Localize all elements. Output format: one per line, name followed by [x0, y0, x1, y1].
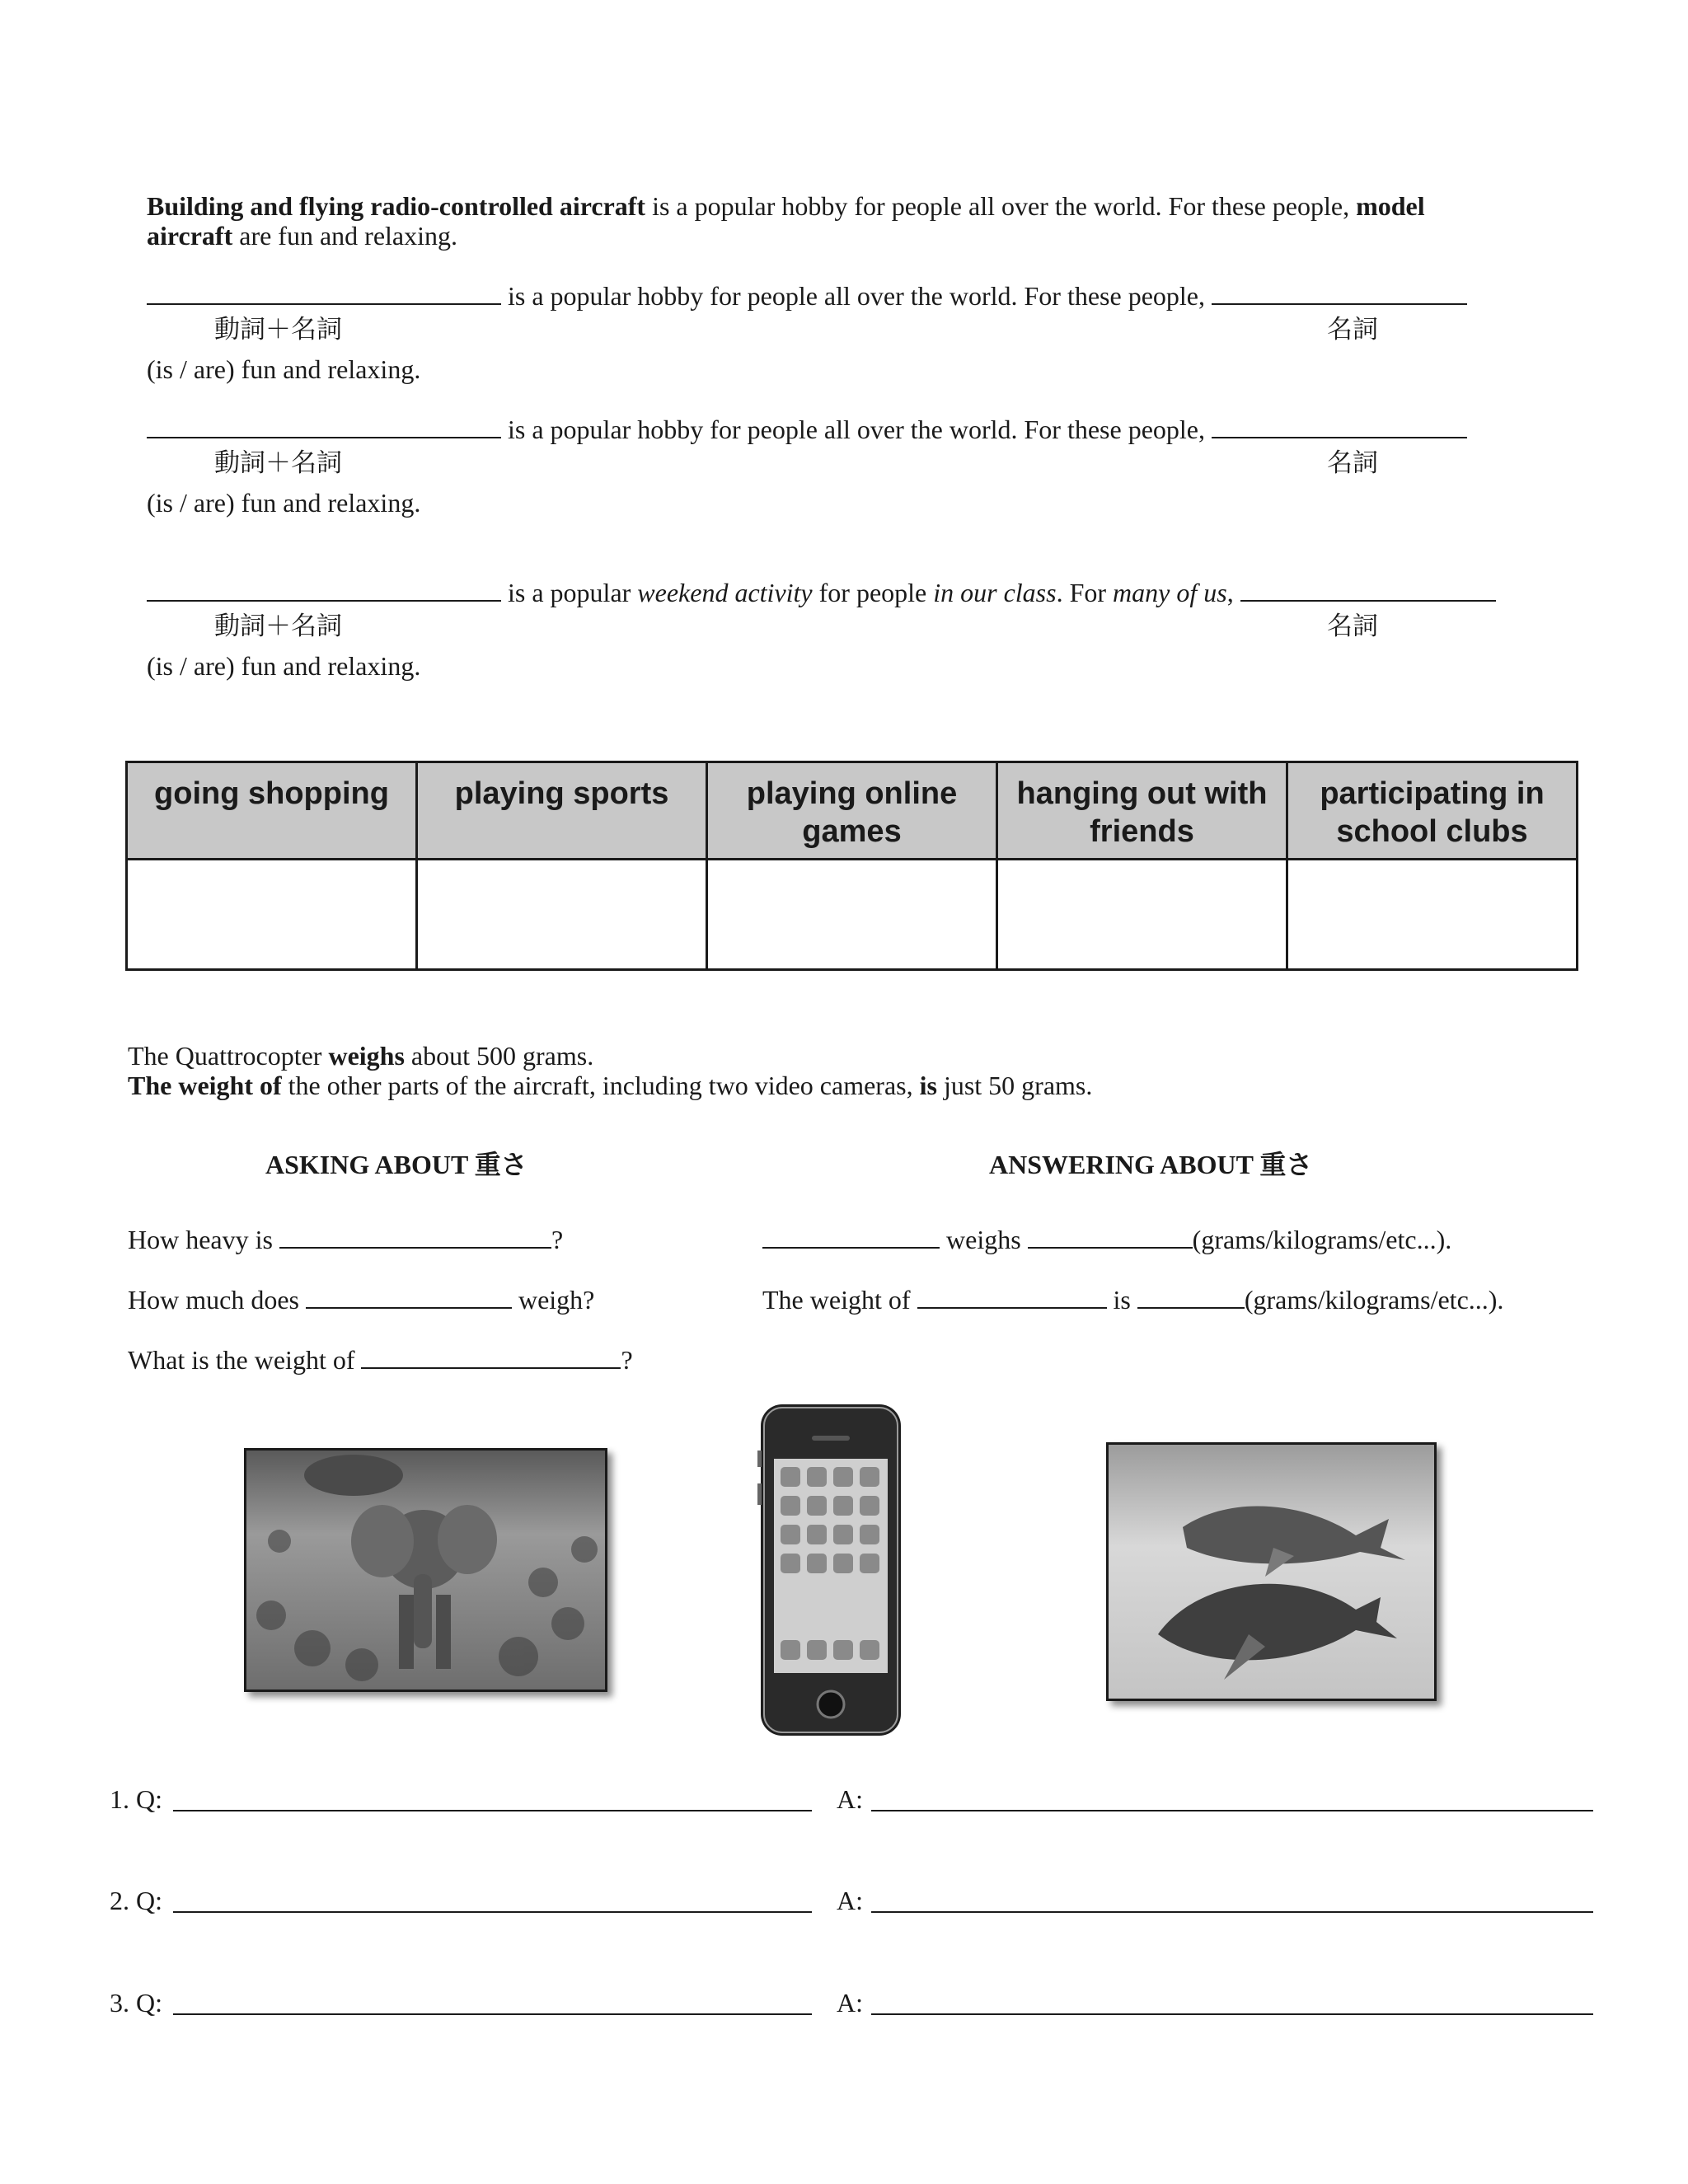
answer-cell[interactable]: [1287, 860, 1578, 970]
asking-q2-end: weigh?: [511, 1285, 595, 1315]
intro-bold-2: model: [1356, 191, 1425, 221]
activity-cell: going shopping: [127, 762, 417, 860]
blank-noun-1[interactable]: [1212, 280, 1467, 305]
activity-cell: hanging out with friends: [997, 762, 1287, 860]
answer-cell[interactable]: [707, 860, 997, 970]
weight-s2-a: The weight of: [128, 1071, 282, 1100]
answering-a2-text: The weight of: [762, 1285, 917, 1315]
blank-asking-3[interactable]: [361, 1344, 621, 1369]
asking-q3-end: ?: [621, 1345, 633, 1375]
answering-a1: [762, 1224, 1451, 1254]
asking-q1: [128, 1224, 563, 1254]
weight-sentence-2: [128, 1071, 1092, 1100]
weight-sentence-1: [128, 1041, 593, 1071]
answering-a2-mid: is: [1106, 1285, 1137, 1315]
pattern-3-italic-3: many of us: [1113, 578, 1227, 607]
blank-verb-noun-2[interactable]: [147, 414, 501, 438]
pattern-2-line: [147, 414, 1467, 444]
answering-a2: [762, 1284, 1503, 1315]
pattern-3-text-3: . For: [1056, 578, 1114, 607]
label-noun-1: 名詞: [1327, 315, 1378, 344]
label-verb-noun-3: 動詞＋名詞: [214, 612, 342, 641]
whale-icon: [1109, 1445, 1434, 1699]
pattern-1-mid: is a popular hobby for people all over the world. For these people,: [501, 281, 1212, 311]
intro-bold-3: aircraft: [147, 221, 233, 251]
smartphone-icon: [754, 1401, 907, 1739]
activity-cell: participating in school clubs: [1287, 762, 1578, 860]
answering-a2-end: (grams/kilograms/etc...).: [1244, 1285, 1504, 1315]
pattern-3-text-2: for people: [812, 578, 934, 607]
weight-s2-c: is: [919, 1071, 937, 1100]
activities-answer-row: [127, 860, 1578, 970]
pattern-1-line: [147, 280, 1467, 311]
activities-header-row: [127, 762, 1578, 860]
label-verb-noun-2: 動詞＋名詞: [214, 448, 342, 478]
qa-q2-line[interactable]: [173, 1911, 812, 1913]
weight-s1-a: The Quattrocopter: [128, 1041, 329, 1071]
blank-answer-2a[interactable]: [917, 1284, 1107, 1309]
asking-q3-text: What is the weight of: [128, 1345, 362, 1375]
intro-bold-1: Building and flying radio-controlled aircraft: [147, 191, 646, 221]
activities-table: [125, 761, 1578, 971]
pattern-3-line: [147, 577, 1496, 607]
intro-line-2: [147, 221, 457, 251]
asking-heading: ASKING ABOUT 重さ: [265, 1150, 528, 1179]
blank-noun-3[interactable]: [1240, 577, 1496, 602]
answering-a1-end: (grams/kilograms/etc...).: [1192, 1225, 1452, 1254]
blank-verb-noun-3[interactable]: [147, 577, 501, 602]
weight-s1-b: weighs: [328, 1041, 405, 1071]
pattern-3-end: (is / are) fun and relaxing.: [147, 651, 421, 681]
qa-q1-label: 1. Q:: [110, 1784, 162, 1814]
qa-a3-line[interactable]: [871, 2013, 1593, 2015]
pattern-3-text-4: ,: [1226, 578, 1240, 607]
elephant-photo: [244, 1448, 607, 1692]
intro-line-1: [147, 191, 1425, 221]
intro-text-2: are fun and relaxing.: [232, 221, 457, 251]
answering-heading: ANSWERING ABOUT 重さ: [989, 1150, 1313, 1179]
answer-cell[interactable]: [417, 860, 707, 970]
blank-verb-noun-1[interactable]: [147, 280, 501, 305]
pattern-2-mid: is a popular hobby for people all over the world. For these people,: [501, 415, 1212, 444]
qa-a2-line[interactable]: [871, 1911, 1593, 1913]
activity-cell: playing online games: [707, 762, 997, 860]
blank-noun-2[interactable]: [1212, 414, 1467, 438]
blank-answer-2b[interactable]: [1137, 1284, 1245, 1309]
blank-answer-1b[interactable]: [1028, 1224, 1193, 1249]
qa-q1-line[interactable]: [173, 1810, 812, 1811]
pattern-3-italic-1: weekend activity: [637, 578, 813, 607]
asking-q3: [128, 1344, 633, 1375]
intro-text-1: is a popular hobby for people all over the world. For these people,: [645, 191, 1357, 221]
pattern-1-end: (is / are) fun and relaxing.: [147, 354, 421, 384]
qa-a3-label: A:: [837, 1988, 863, 2018]
answer-cell[interactable]: [127, 860, 417, 970]
qa-q3-line[interactable]: [173, 2013, 812, 2015]
qa-q2-label: 2. Q:: [110, 1886, 162, 1915]
pattern-3-italic-2: in our class: [933, 578, 1057, 607]
smartphone-photo: [754, 1401, 907, 1739]
blank-answer-1a[interactable]: [762, 1224, 940, 1249]
qa-a2-label: A:: [837, 1886, 863, 1915]
whales-photo: [1106, 1442, 1437, 1701]
asking-q1-text: How heavy is: [128, 1225, 279, 1254]
pattern-2-end: (is / are) fun and relaxing.: [147, 488, 421, 518]
qa-a1-label: A:: [837, 1784, 863, 1814]
weight-s2-d: just 50 grams.: [936, 1071, 1093, 1100]
asking-q2-text: How much does: [128, 1285, 306, 1315]
qa-q3-label: 3. Q:: [110, 1988, 162, 2018]
activity-cell: playing sports: [417, 762, 707, 860]
label-noun-2: 名詞: [1327, 448, 1378, 478]
asking-q1-end: ?: [551, 1225, 564, 1254]
answer-cell[interactable]: [997, 860, 1287, 970]
weight-s2-b: the other parts of the aircraft, including two video cameras,: [281, 1071, 920, 1100]
blank-asking-2[interactable]: [306, 1284, 512, 1309]
answering-a1-text: weighs: [940, 1225, 1028, 1254]
qa-a1-line[interactable]: [871, 1810, 1593, 1811]
pattern-3-text-1: is a popular: [501, 578, 638, 607]
label-verb-noun-1: 動詞＋名詞: [214, 315, 342, 344]
label-noun-3: 名詞: [1327, 612, 1378, 641]
weight-s1-c: about 500 grams.: [404, 1041, 594, 1071]
asking-q2: [128, 1284, 594, 1315]
elephant-icon: [246, 1451, 605, 1690]
blank-asking-1[interactable]: [279, 1224, 551, 1249]
